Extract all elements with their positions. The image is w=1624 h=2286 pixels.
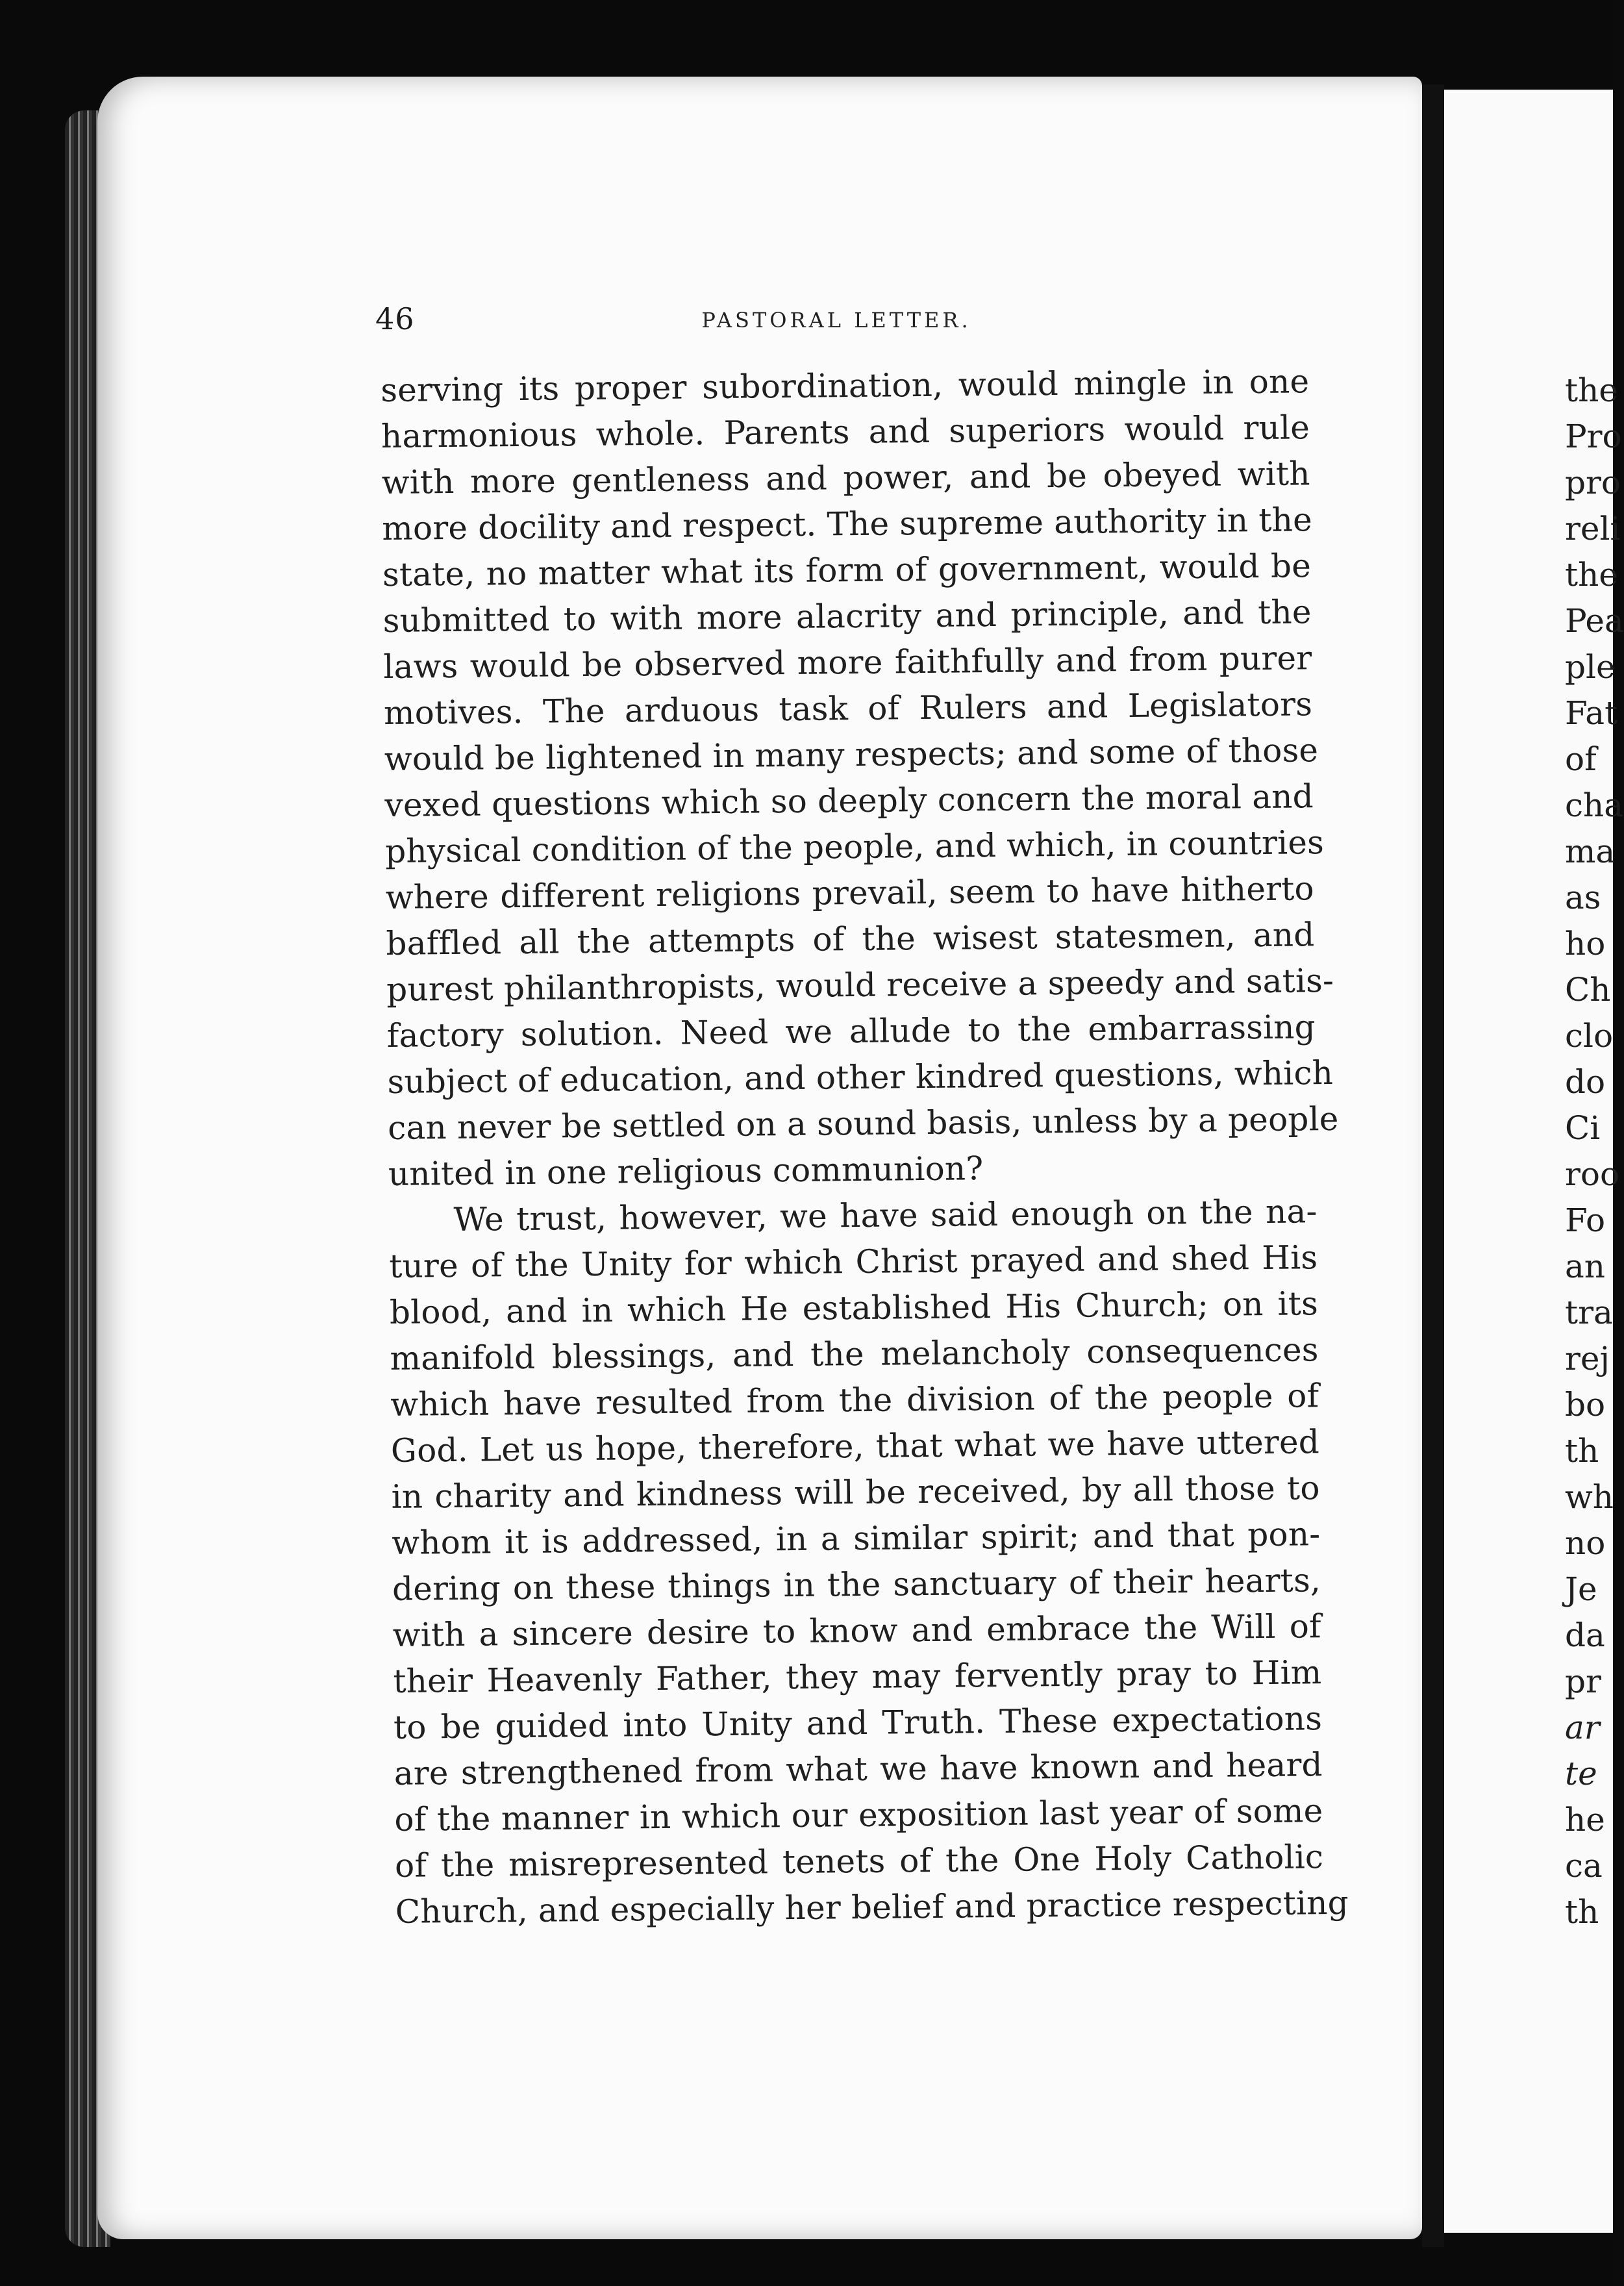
right-page-fragment: tra (1565, 1294, 1613, 1331)
right-page-fragment: Fo (1565, 1201, 1606, 1239)
text-line: physical condition of the people, and which, in countries (384, 823, 1325, 870)
text-line: manifold blessings, and the melancholy consequences (390, 1331, 1319, 1377)
right-page-fragment: cha (1565, 786, 1624, 824)
text-line: subject of education, and other kindred questions, which (387, 1053, 1334, 1101)
right-page-fragment: Ci (1565, 1109, 1601, 1147)
text-line: where different religions prevail, seem to have hitherto (385, 870, 1315, 916)
text-line: vexed questions which so deeply concern the moral and (384, 777, 1314, 824)
text-line: would be lightened in many respects; and some of those (384, 731, 1319, 778)
right-page-fragment: no (1565, 1524, 1606, 1562)
text-line: in charity and kindness will be received, by all those to (391, 1469, 1320, 1516)
text-line: We trust, however, we have said enough on the na- (453, 1192, 1318, 1238)
text-line: to be guided into Unity and Truth. These expectations (393, 1700, 1323, 1746)
right-page-fragment: pro (1565, 464, 1621, 501)
right-page-fragment: ar (1565, 1709, 1600, 1746)
text-line: serving its proper subordination, would mingle in one (381, 362, 1310, 409)
text-line: of the manner in which our exposition last year of some (394, 1792, 1323, 1839)
right-page-fragment: th (1565, 1432, 1599, 1470)
right-page-fragment: an (1565, 1248, 1606, 1285)
right-page-fragment: da (1565, 1616, 1605, 1654)
body-text (381, 358, 1349, 1935)
right-page-fragment: the (1565, 556, 1618, 594)
right-page-fragment: ca (1565, 1847, 1603, 1885)
text-line: can never be settled on a sound basis, unless by a people (387, 1099, 1339, 1147)
right-page-fragment: Ch (1565, 971, 1611, 1009)
right-page-fragment: he (1565, 1801, 1605, 1839)
text-line: united in one religious communion? (388, 1149, 984, 1193)
text-line: with a sincere desire to know and embrace the Will of (392, 1607, 1321, 1654)
text-line: baffled all the attempts of the wisest statesmen, and (386, 916, 1315, 962)
right-page-fragment: as (1565, 879, 1601, 916)
text-line: which have resulted from the division of the people of (390, 1377, 1319, 1424)
text-line: more docility and respect. The supreme authority in the (382, 501, 1313, 547)
right-page-text-fragments (1565, 368, 1624, 1935)
book-gutter (1422, 84, 1444, 2247)
page-header (375, 301, 1297, 347)
right-page-fragment: te (1565, 1755, 1597, 1792)
right-page-fragment: bo (1565, 1386, 1606, 1424)
text-line: factory solution. Need we allude to the embarrassing (386, 1008, 1316, 1055)
text-line: blood, and in which He established His Church; on its (389, 1285, 1319, 1331)
text-line: dering on these things in the sanctuary of their hearts, (392, 1561, 1321, 1608)
page-number: 46 (375, 301, 415, 336)
right-page-fragment: th (1565, 1893, 1599, 1931)
text-line: submitted to with more alacrity and principle, and the (382, 593, 1312, 640)
right-page-fragment: Fat (1565, 694, 1618, 732)
text-line: Church, and especially her belief and practice respecting (395, 1883, 1349, 1931)
text-line: motives. The arduous task of Rulers and Legislators (383, 685, 1313, 732)
text-line: purest philanthropists, would receive a speedy and satis- (386, 961, 1334, 1009)
right-page-fragment: do (1565, 1063, 1606, 1101)
text-line: harmonious whole. Parents and superiors would rule (381, 408, 1310, 455)
text-line: their Heavenly Father, they may fervently pray to Him (393, 1653, 1322, 1700)
right-page-fragment: wh (1565, 1478, 1614, 1516)
text-line: are strengthened from what we have known and heard (394, 1746, 1323, 1792)
right-page-fragment: reli (1565, 510, 1621, 547)
right-page-fragment: Pea (1565, 602, 1624, 640)
text-line: God. Let us hope, therefore, that what we have uttered (390, 1423, 1320, 1470)
right-page-fragment: ho (1565, 925, 1606, 962)
text-line: state, no matter what its form of government, would be (382, 547, 1312, 594)
right-page-fragment: of (1565, 740, 1597, 778)
right-page-fragment: Pro (1565, 418, 1622, 455)
right-page-fragment: pr (1565, 1663, 1601, 1700)
text-line: ture of the Unity for which Christ prayed and shed His (389, 1238, 1318, 1285)
right-page-fragment: rej (1565, 1340, 1610, 1377)
text-line: of the misrepresented tenets of the One Holy Catholic (394, 1838, 1324, 1885)
right-page-fragment: the (1565, 371, 1618, 409)
right-page-fragment: ma (1565, 833, 1616, 870)
text-line: whom it is addressed, in a similar spirit; and that pon- (392, 1515, 1321, 1562)
right-page-fragment: Je (1565, 1570, 1597, 1608)
right-page-fragment: clo (1565, 1017, 1614, 1055)
text-line: laws would be observed more faithfully and from purer (383, 639, 1312, 686)
text-line: with more gentleness and power, and be obeyed with (381, 455, 1310, 501)
right-page-fragment: roo (1565, 1155, 1620, 1193)
running-title: PASTORAL LETTER. (701, 308, 971, 333)
right-page-fragment: ple (1565, 648, 1616, 686)
